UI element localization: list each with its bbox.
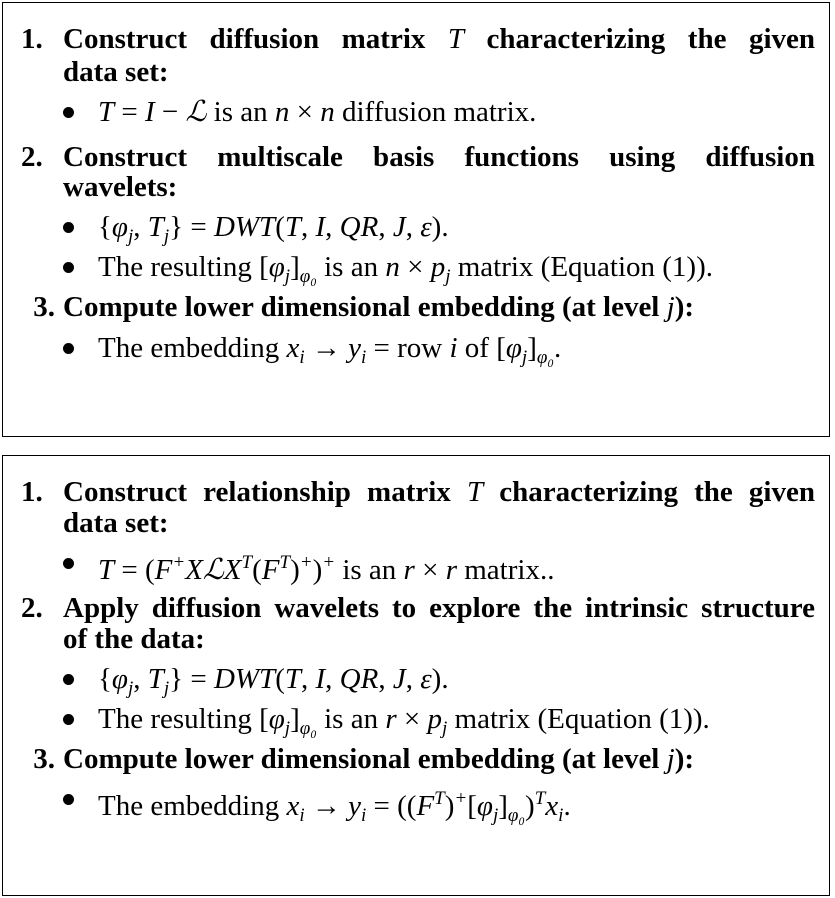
text-segment: } =	[169, 663, 214, 695]
text-segment: diffusion matrix.	[334, 96, 537, 128]
math-segment: j	[127, 678, 134, 699]
math-segment: +	[299, 552, 313, 573]
text-segment: ]	[290, 703, 300, 735]
math-segment: j	[163, 678, 170, 699]
math-segment: T	[466, 476, 484, 508]
math-segment: T	[147, 211, 164, 243]
bullet-icon	[63, 107, 74, 118]
bullet-icon	[63, 343, 74, 354]
text-segment: )	[525, 790, 535, 822]
math-segment: ε	[420, 211, 432, 243]
bullet-item	[98, 95, 536, 129]
text-segment: {	[98, 663, 112, 695]
math-segment: φ	[268, 251, 285, 283]
math-segment: T	[284, 663, 301, 695]
math-segment: +	[322, 552, 336, 573]
text-segment: = ((	[366, 790, 417, 822]
text-segment: =	[114, 96, 145, 128]
math-segment: n	[320, 96, 335, 128]
heading-text: characterizing the given	[483, 476, 815, 508]
text-segment: ).	[431, 663, 449, 695]
text-segment: (	[275, 211, 285, 243]
math-segment: ℒ	[185, 96, 207, 128]
math-segment: J	[392, 663, 406, 695]
math-segment: I	[315, 211, 326, 243]
math-segment: n	[274, 96, 290, 128]
bullet-icon	[63, 222, 74, 233]
math-segment: φ	[111, 211, 128, 243]
math-segment: φ	[505, 332, 522, 364]
math-segment: φ	[268, 703, 285, 735]
step-1-heading	[21, 22, 815, 56]
math-segment: y	[348, 332, 361, 364]
math-segment: r	[403, 554, 415, 586]
text-segment: is an	[316, 703, 386, 735]
math-segment: i	[299, 805, 305, 826]
math-segment: T	[279, 552, 291, 573]
math-segment: j	[521, 347, 528, 368]
text-segment: } =	[169, 211, 214, 243]
step-1-heading-cont	[63, 506, 815, 540]
bullet-icon	[63, 262, 74, 273]
algorithm-box-relationship-matrix	[2, 455, 830, 896]
heading-text: Compute lower dimensional embedding (at level	[63, 743, 667, 775]
math-segment: DWT	[213, 663, 276, 695]
step-number: 1.	[21, 23, 43, 55]
step-number: 3.	[33, 743, 55, 775]
step-number: 2.	[21, 141, 43, 173]
math-segment: r	[385, 703, 397, 735]
math-segment: i	[299, 347, 305, 368]
step-number: 2.	[21, 592, 43, 624]
text-segment: = row	[366, 332, 450, 364]
math-segment: p	[427, 703, 442, 735]
text-segment: The embedding	[98, 790, 287, 822]
math-segment: φ₀	[536, 347, 554, 368]
text-segment: ]	[527, 332, 537, 364]
math-segment: ε	[420, 663, 432, 695]
bullet-icon	[63, 714, 74, 725]
text-segment: )	[290, 554, 300, 586]
heading-text: characterizing the given	[464, 23, 815, 55]
math-segment: QR	[339, 211, 379, 243]
math-segment: p	[430, 251, 446, 283]
math-segment: r	[445, 554, 457, 586]
text-segment: is an	[206, 96, 275, 128]
math-segment: j	[666, 291, 675, 323]
step-1-heading-cont	[63, 55, 815, 89]
math-segment: T	[98, 554, 115, 586]
math-segment: j	[441, 718, 448, 739]
math-segment: n	[385, 251, 400, 283]
text-segment: .	[554, 332, 562, 364]
math-segment: T	[147, 663, 164, 695]
step-2-heading-cont	[63, 170, 815, 204]
text-segment: matrix..	[457, 554, 555, 586]
text-segment: is an	[335, 554, 404, 586]
math-segment: x	[286, 790, 300, 822]
heading-text: Construct multiscale basis functions using diffusion	[63, 141, 815, 173]
text-segment: The resulting [	[98, 251, 269, 283]
math-segment: j	[492, 805, 499, 826]
text-segment: is an	[316, 251, 386, 283]
heading-text: Compute lower dimensional embedding (at level	[63, 291, 667, 323]
math-segment: j	[284, 718, 291, 739]
text-segment: (	[252, 554, 262, 586]
text-segment: ,	[405, 663, 421, 695]
math-segment: j	[284, 266, 291, 287]
text-segment: ,	[405, 211, 421, 243]
text-segment: )	[312, 554, 323, 586]
bullet-item	[98, 546, 555, 586]
text-segment: ,	[325, 211, 340, 243]
heading-text: of the data:	[63, 623, 205, 655]
bullet-icon	[63, 794, 74, 805]
math-segment: j	[666, 743, 675, 775]
heading-text: Apply diffusion wavelets to explore the intrinsic structure	[63, 592, 815, 624]
text-segment: −	[154, 96, 186, 128]
math-segment: j	[127, 226, 134, 247]
heading-text: ):	[674, 291, 695, 323]
math-segment: x	[286, 332, 300, 364]
math-segment: F	[416, 790, 435, 822]
heading-text: data set:	[63, 56, 169, 88]
step-3-heading	[33, 742, 815, 776]
text-segment: ).	[431, 211, 449, 243]
math-segment: y	[348, 790, 361, 822]
text-segment: [	[467, 790, 477, 822]
text-segment: ]	[290, 251, 300, 283]
text-segment: ,	[133, 663, 148, 695]
heading-text: wavelets:	[63, 171, 178, 203]
math-segment: +	[454, 788, 468, 809]
math-segment: J	[392, 211, 406, 243]
text-segment: ×	[289, 96, 321, 128]
text-segment: ]	[498, 790, 508, 822]
math-segment: XℒX	[185, 554, 242, 586]
step-2-heading	[21, 140, 815, 174]
heading-text: ):	[674, 743, 695, 775]
text-segment: ×	[414, 554, 446, 586]
bullet-item	[98, 702, 710, 739]
text-segment: of [	[457, 332, 506, 364]
step-number: 3.	[33, 291, 55, 323]
math-segment: i	[558, 805, 564, 826]
math-segment: φ	[111, 663, 128, 695]
math-segment: T	[98, 96, 115, 128]
text-segment: .	[563, 790, 571, 822]
math-segment: T	[241, 552, 253, 573]
heading-text: Construct relationship matrix	[63, 476, 467, 508]
algorithm-box-diffusion-wavelets	[2, 2, 830, 437]
text-segment: ,	[133, 211, 148, 243]
math-segment: T	[284, 211, 301, 243]
math-segment: φ₀	[299, 266, 317, 287]
math-segment: +	[172, 552, 186, 573]
math-segment: j	[445, 266, 451, 287]
step-3-heading	[33, 290, 815, 324]
math-segment: j	[163, 226, 170, 247]
math-segment: I	[315, 663, 326, 695]
math-segment: x	[545, 790, 559, 822]
math-segment: I	[145, 96, 155, 128]
math-segment: F	[154, 554, 173, 586]
math-segment: i	[449, 332, 458, 364]
math-segment: T	[534, 788, 546, 809]
text-segment: ,	[325, 663, 340, 695]
step-2-heading	[21, 591, 815, 625]
text-segment: {	[98, 211, 112, 243]
math-segment: φ₀	[507, 805, 526, 826]
text-segment: ×	[396, 703, 428, 735]
step-number: 1.	[21, 476, 43, 508]
math-segment: DWT	[213, 211, 276, 243]
text-segment: The embedding	[98, 332, 287, 364]
text-segment: ,	[301, 663, 316, 695]
text-segment: →	[304, 790, 349, 822]
step-2-heading-cont	[63, 622, 815, 656]
math-segment: φ₀	[299, 718, 317, 739]
text-segment: ,	[378, 663, 393, 695]
math-segment: T	[434, 788, 445, 809]
heading-text: Construct diffusion matrix	[63, 23, 448, 55]
text-segment: ,	[378, 211, 393, 243]
math-segment: φ	[476, 790, 493, 822]
bullet-icon	[63, 558, 74, 569]
text-segment: matrix (Equation (1)).	[447, 703, 710, 735]
bullet-item	[98, 782, 571, 826]
bullet-item	[98, 250, 713, 287]
bullet-item	[98, 331, 562, 368]
math-segment: i	[360, 347, 367, 368]
text-segment: (	[275, 663, 285, 695]
math-segment: QR	[339, 663, 379, 695]
text-segment: ,	[301, 211, 316, 243]
text-segment: = (	[114, 554, 155, 586]
bullet-icon	[63, 674, 74, 685]
text-segment: ×	[399, 251, 431, 283]
bullet-item	[98, 662, 449, 699]
text-segment: →	[304, 332, 349, 364]
bullet-item	[98, 210, 449, 247]
text-segment: )	[444, 790, 455, 822]
text-segment: matrix (Equation (1)).	[450, 251, 713, 283]
math-segment: i	[360, 805, 367, 826]
heading-text: data set:	[63, 507, 169, 539]
text-segment: The resulting [	[98, 703, 269, 735]
math-segment: F	[261, 554, 280, 586]
step-1-heading	[21, 475, 815, 509]
math-segment: T	[447, 23, 465, 55]
